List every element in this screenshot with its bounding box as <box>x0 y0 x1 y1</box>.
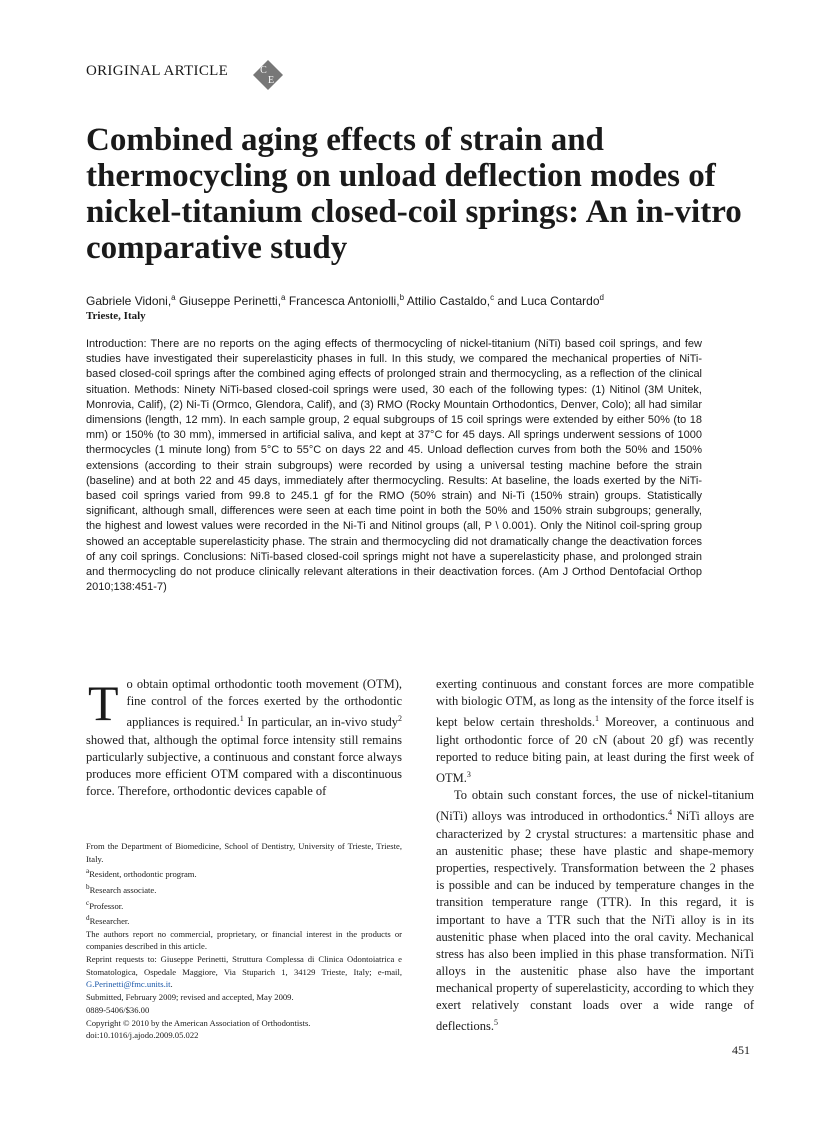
reference-mark[interactable]: 1 <box>595 714 600 724</box>
body-paragraph: To obtain optimal orthodontic tooth movement (OTM), fine control of the forces exerted by the orthodontic appliances is required.$^1$ In particular, an in-vivo study$^2$ showed that, although the optimal force intensity still remains particularly subjective, a continuous and constant force always produces more efficient OTM compared with a discontinuous force. Therefore, orthodontic devices capable of <box>86 675 403 799</box>
role-note: $^d$Researcher. <box>86 914 130 926</box>
issn-note: 0889-5406/$36.00 <box>86 1004 150 1015</box>
body-paragraph: exerting continuous and constant forces are more compatible with biologic OTM, as long as the intensity of the force itself is kept below certain thresholds.$^1$ Moreover, a continuous and light orthodontic force of 20 cN (about 20 gf) was recently reported to reduce biting pain, at least during the first week of OTM.$^3$ <box>436 677 754 786</box>
author-affiliation-mark: d <box>599 293 604 302</box>
body-column-right <box>436 676 754 1036</box>
abstract: Introduction: There are no reports on the aging effects of thermocycling of nickel-titanium (NiTi) based coil springs, and few studies have investigated their superelasticity phases in full. In this study, we compared the mechanical properties of NiTi-based closed-coil springs after the combined aging effects of prolonged strain and thermocycling, as a reflection of the clinical situation. Methods: Ninety NiTi-based closed-coil springs were used, 30 each of the following types: (1) Nitinol (3M Unitek, Monrovia, Calif), (2) Ni-Ti (Ormco, Glendora, Calif), and (3) RMO (Rocky Mountain Orthodontics, Denver, Colo); all had similar dimensions (length, 12 mm). In each sample group, 2 equal subgroups of 15 coil springs were extended by either 50% (to 18 mm) or 150% (to 30 mm), immersed in artificial saliva, and kept at 37°C for 45 days. All springs underwent sessions of 1000 thermocycles (1 minute long) from 5°C to 55°C on days 22 and 45. Unload deflection curves from both the 50% and 150% extensions (according to their strain subgroups) were recorded by using a universal testing machine before the strain (baseline) and at both 22 and 45 days, immediately after thermocycling. Results: At baseline, the loads exerted by the NiTi-based coil springs varied from 99.8 to 245.1 gf for the RMO (50% strain) and Ni-Ti (150% strain) groups. Statistically significant, although small, differences were seen at each time point in both the 50% and 150% strain subgroups; generally, the highest and lowest values were recorded in the Ni-Ti and Nitinol groups (all, P \ 0.001). Only the Nitinol coil-spring group showed an acceptable superelasticity phase. The strain and thermocycling did not dramatically change the deactivation forces of any coil springs. Conclusions: NiTi-based closed-coil springs might not have a superelasticity phase, and prolonged strain and thermocycling do not produce clinically relevant alterations in their deactivation forces. (Am J Orthod Dentofacial Orthop 2010;138:451-7) <box>86 338 702 594</box>
author-location: Trieste, Italy <box>86 310 146 322</box>
author-affiliation-mark: c <box>490 293 495 302</box>
role-note: $^c$Professor. <box>86 898 124 911</box>
author-list <box>86 290 766 309</box>
author-name: Attilio Castaldo, <box>406 294 491 308</box>
role-note: $^a$Resident, orthodontic program. <box>86 867 197 880</box>
author-conjunction: and <box>497 294 518 308</box>
article-title: Combined aging effects of strain and thermocycling on unload deflection modes of nickel-titanium closed-coil springs: An in-vitro comparative study <box>86 122 742 266</box>
author-name: Francesca Antoniolli, <box>288 294 400 308</box>
body-paragraph: To obtain such constant forces, the use of nickel-titanium (NiTi) alloys was introduced in orthodontics.$^4$ NiTi alloys are characterized by 2 crystal structures: a martensitic phase and an austenitic phase; these have plastic and shape-memory properties, respectively. Transformation between the 2 phases is possible and can be induced by temperature changes in the transition temperature range (TTR). In this regard, it is important to have a TTR such that the NiTi alloy is in its austenitic phase when placed into the oral cavity. Mechanical stress has also been implied in this phase transformation. NiTi alloys in the austenitic phase also have the important mechanical property of superelasticity, according to which they exert relatively constant loads over a wide range of deflections.$^5$ <box>436 788 754 1034</box>
ce-badge-letter-e: E <box>267 75 275 86</box>
page-number: 451 <box>732 1043 750 1057</box>
author-affiliation-mark: a <box>281 293 286 302</box>
doi-note[interactable]: doi:10.1016/j.ajodo.2009.05.022 <box>86 1030 199 1041</box>
submitted-note: Submitted, February 2009; revised and accepted, May 2009. <box>86 992 294 1003</box>
author-affiliation-mark: a <box>171 293 176 302</box>
section-label: ORIGINAL ARTICLE <box>86 63 229 79</box>
email-link[interactable]: G.Perinetti@fmc.units.it <box>86 979 171 990</box>
ce-badge-letter-c: C <box>260 65 267 76</box>
footnotes <box>86 840 402 1042</box>
reference-mark[interactable]: 5 <box>493 1018 498 1028</box>
role-note: $^b$Research associate. <box>86 882 157 895</box>
author-name: Giuseppe Perinetti, <box>178 294 282 308</box>
author-affiliation-mark: b <box>399 293 405 302</box>
drop-cap: T <box>88 675 119 731</box>
reference-mark[interactable]: 4 <box>668 808 673 818</box>
reference-mark[interactable]: 1 <box>239 714 244 724</box>
copyright-note: Copyright © 2010 by the American Association of Orthodontists. <box>86 1017 311 1028</box>
author-name: Luca Contardo <box>520 294 600 308</box>
reference-mark[interactable]: 3 <box>466 769 471 779</box>
reference-mark[interactable]: 2 <box>398 714 403 724</box>
body-column-left <box>86 676 402 800</box>
author-name: Gabriele Vidoni, <box>86 294 172 308</box>
affiliation-note: From the Department of Biomedicine, School of Dentistry, University of Trieste, Trieste, Italy. <box>86 841 402 864</box>
ce-badge-icon <box>253 60 283 90</box>
disclosure-note: The authors report no commercial, proprietary, or financial interest in the products or companies described in this article. <box>86 928 402 952</box>
reprint-note: Reprint requests to: Giuseppe Perinetti, Struttura Complessa di Clinica Odontoiatrica e Stomatologica, Ospedale Maggiore, Via Stuparich 1, 34129 Trieste, Italy; e-mail, G.Perinetti@fmc.units.it. <box>86 954 402 990</box>
